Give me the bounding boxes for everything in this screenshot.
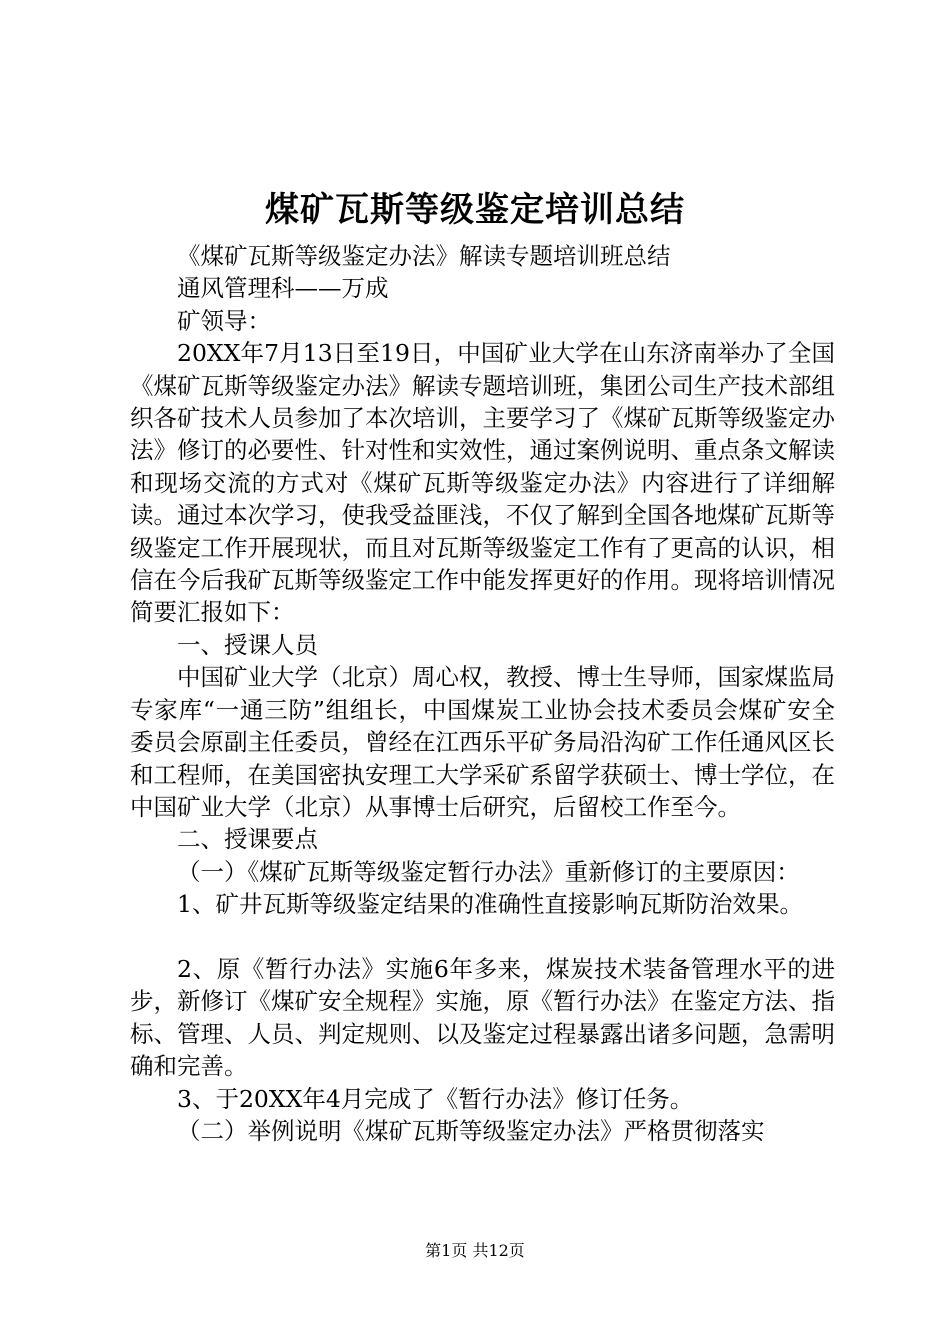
blank-line [130,921,835,953]
reason-item-1: 1、矿井瓦斯等级鉴定结果的准确性直接影响瓦斯防治效果。 [177,890,803,919]
section-heading-key-points: 二、授课要点 [177,825,318,854]
instructor-paragraph: 中国矿业大学（北京）周心权，教授、博士生导师，国家煤监局专家库“一通三防”组组长，中国煤炭工业协会技术委员会煤矿安全委员会原副主任委员，曾经在江西乐平矿务局沿沟矿工作任通风区长和工程师，在美国密执安理工大学采矿系留学获硕士、博士学位，在中国矿业大学（北京）从事博士后研究，后留校工作至今。 [130,663,835,821]
reason-item-2: 2、原《暂行办法》实施6年多来，煤炭技术装备管理水平的进步，新修订《煤矿安全规程》实施，原《暂行办法》在鉴定方法、指标、管理、人员、判定规则、以及鉴定过程暴露出诸多问题，急需明确和完善。 [130,954,835,1081]
subsection-heading-examples: （二）举例说明《煤矿瓦斯等级鉴定办法》严格贯彻落实 [177,1116,765,1145]
reason-item-3: 3、于20XX年4月完成了《暂行办法》修订任务。 [177,1084,694,1113]
page-footer: 第1页 共12页 [425,1241,525,1260]
subtitle-paragraph: 《煤矿瓦斯等级鉴定办法》解读专题培训班总结 [177,242,671,270]
intro-paragraph: 20XX年7月13日至19日，中国矿业大学在山东济南举办了全国《煤矿瓦斯等级鉴定办法》解读专题培训班，集团公司生产技术部组织各矿技术人员参加了本次培训，主要学习了《煤矿瓦斯等级鉴定办法》修订的必要性、针对性和实效性，通过案例说明、重点条文解读和现场交流的方式对《煤矿瓦斯等级鉴定办法》内容进行了详细解读。通过本次学习，使我受益匪浅，不仅了解到全国各地煤矿瓦斯等级鉴定工作开展现状，而且对瓦斯等级鉴定工作有了更高的认识，相信在今后我矿瓦斯等级鉴定工作中能发挥更好的作用。现将培训情况简要汇报如下： [130,339,835,627]
author-line: 通风管理科——万成 [177,274,389,303]
section-heading-instructors: 一、授课人员 [177,630,318,659]
salutation: 矿领导： [177,306,271,335]
subsection-heading-revision-reasons: （一）《煤矿瓦斯等级鉴定暂行办法》重新修订的主要原因： [177,857,800,886]
document-title: 煤矿瓦斯等级鉴定培训总结 [265,190,685,230]
document-body [130,240,835,1147]
